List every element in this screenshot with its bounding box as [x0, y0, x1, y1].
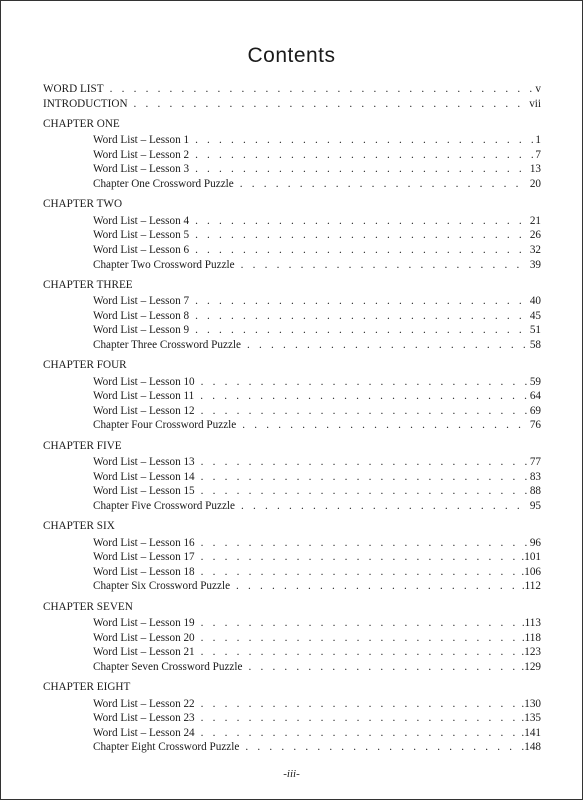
toc-page-number: 21 — [529, 214, 541, 227]
toc-entry-label: Word List – Lesson 18 — [93, 565, 195, 578]
toc-entry[interactable] — [43, 294, 541, 309]
dot-leader — [200, 389, 528, 404]
toc-entry-label: Chapter Five Crossword Puzzle — [93, 499, 235, 512]
toc-entry-label: Word List – Lesson 1 — [93, 134, 190, 147]
chapter-block — [43, 358, 541, 433]
dot-leader — [195, 133, 533, 148]
chapter-heading[interactable]: CHAPTER THREE — [43, 278, 133, 291]
toc-entry-label: Chapter Six Crossword Puzzle — [93, 580, 231, 593]
chapter-heading[interactable]: CHAPTER FOUR — [43, 359, 127, 372]
chapter-block — [43, 197, 541, 272]
toc-entry-label: Word List – Lesson 3 — [93, 163, 190, 176]
toc-entry[interactable] — [43, 536, 541, 551]
dot-leader — [201, 404, 528, 419]
toc-page-number: .101 — [521, 551, 541, 564]
dot-leader — [195, 243, 528, 258]
toc-page-number: 26 — [529, 229, 541, 242]
toc-page-number: 51 — [529, 324, 541, 337]
toc-page-number: 59 — [529, 375, 541, 388]
toc-page-number: .141 — [521, 726, 541, 739]
chapter-heading[interactable]: CHAPTER TWO — [43, 198, 123, 211]
dot-leader — [201, 565, 520, 580]
toc-entry[interactable] — [43, 484, 541, 499]
toc-page-number: 39 — [529, 258, 541, 271]
toc-page-number: 13 — [529, 163, 541, 176]
toc-entry[interactable] — [43, 243, 541, 258]
dot-leader — [201, 455, 528, 470]
toc-entry-label: Chapter Two Crossword Puzzle — [93, 258, 235, 271]
toc-page-number: 64 — [529, 390, 541, 403]
toc-entry-label: Word List – Lesson 12 — [93, 404, 195, 417]
dot-leader — [245, 740, 519, 755]
toc-entry-label: Chapter Four Crossword Puzzle — [93, 419, 237, 432]
dot-leader — [195, 309, 528, 324]
toc-entry[interactable] — [43, 726, 541, 741]
toc-entry-word-list[interactable] — [43, 82, 541, 97]
toc-page-number: v — [535, 83, 541, 95]
toc-page-number: 96 — [529, 536, 541, 549]
chapter-list — [43, 117, 541, 755]
toc-entry-label: Word List – Lesson 23 — [93, 712, 195, 725]
toc-page-number: 32 — [529, 243, 541, 256]
dot-leader — [195, 294, 528, 309]
chapter-heading[interactable]: CHAPTER SEVEN — [43, 600, 133, 613]
toc-page-number: 7 — [535, 148, 541, 161]
dot-leader — [195, 162, 528, 177]
chapter-block — [43, 439, 541, 514]
chapter-heading[interactable]: CHAPTER ONE — [43, 117, 120, 130]
dot-leader — [201, 726, 520, 741]
toc-page-number: 1 — [535, 134, 541, 147]
dot-leader — [201, 697, 520, 712]
toc-entry[interactable] — [43, 660, 541, 675]
chapter-block — [43, 680, 541, 755]
toc-page-number: 20 — [529, 178, 541, 191]
chapter-heading[interactable]: CHAPTER SIX — [43, 520, 115, 533]
chapter-heading[interactable]: CHAPTER FIVE — [43, 439, 122, 452]
toc-entry[interactable] — [43, 579, 541, 594]
dot-leader — [241, 258, 528, 273]
dot-leader — [201, 550, 520, 565]
toc-entry[interactable] — [43, 162, 541, 177]
toc-entry-label: Word List – Lesson 5 — [93, 229, 190, 242]
toc-entry-label: Word List – Lesson 17 — [93, 551, 195, 564]
toc-entry[interactable] — [43, 711, 541, 726]
toc-entry[interactable] — [43, 631, 541, 646]
dot-leader — [242, 418, 528, 433]
dot-leader — [201, 375, 528, 390]
toc-entry-label: Word List – Lesson 13 — [93, 456, 195, 469]
toc-entry-label: Word List – Lesson 22 — [93, 697, 195, 710]
dot-leader — [241, 499, 528, 514]
toc-entry[interactable] — [43, 455, 541, 470]
toc-entry[interactable] — [43, 375, 541, 390]
dot-leader — [195, 148, 533, 163]
toc-entry-label: Word List – Lesson 2 — [93, 148, 190, 161]
toc-entry[interactable] — [43, 338, 541, 353]
page-title: Contents — [247, 44, 336, 67]
toc-entry-label: Chapter Eight Crossword Puzzle — [93, 741, 240, 754]
toc-entry[interactable] — [43, 470, 541, 485]
toc-page-number: vii — [529, 97, 541, 110]
toc-page-number: 45 — [529, 309, 541, 322]
toc-page-number: .135 — [521, 712, 541, 725]
toc-page-number: 40 — [529, 295, 541, 308]
toc-entry[interactable] — [43, 404, 541, 419]
toc-entry[interactable] — [43, 177, 541, 192]
toc-entry[interactable] — [43, 228, 541, 243]
toc-entry[interactable] — [43, 418, 541, 433]
chapter-block — [43, 117, 541, 192]
toc-page-number: 95 — [529, 499, 541, 512]
toc-entry[interactable] — [43, 565, 541, 580]
toc-page-number: .148 — [521, 741, 541, 754]
toc-entry-label: Word List – Lesson 24 — [93, 726, 195, 739]
toc-page-number: .129 — [521, 660, 541, 673]
dot-leader — [201, 645, 520, 660]
toc-entry[interactable] — [43, 645, 541, 660]
toc-page-number: .123 — [521, 646, 541, 659]
dot-leader — [201, 711, 520, 726]
dot-leader — [201, 470, 528, 485]
toc-entry[interactable] — [43, 697, 541, 712]
page-number-footer: -iii- — [283, 768, 300, 780]
toc-entry-label: Word List – Lesson 9 — [93, 324, 190, 337]
toc-entry-label: Word List – Lesson 21 — [93, 646, 195, 659]
toc-entry-label: Word List – Lesson 7 — [93, 295, 190, 308]
chapter-block — [43, 600, 541, 675]
toc-entry-label: Word List – Lesson 11 — [93, 390, 195, 403]
toc-entry[interactable] — [43, 616, 541, 631]
toc-entry-label: Word List – Lesson 20 — [93, 631, 195, 644]
dot-leader — [195, 228, 528, 243]
dot-leader — [201, 536, 528, 551]
dot-leader — [247, 338, 528, 353]
toc-page-number: 76 — [529, 419, 541, 432]
toc-entry[interactable] — [43, 550, 541, 565]
toc-entry[interactable] — [43, 258, 541, 273]
toc-entry-label: Word List – Lesson 10 — [93, 375, 195, 388]
toc-page-number: .113 — [521, 617, 541, 630]
dot-leader — [240, 177, 528, 192]
toc-entry-label: Word List – Lesson 6 — [93, 243, 190, 256]
table-of-contents — [43, 82, 541, 755]
toc-page-number: .130 — [521, 697, 541, 710]
toc-entry[interactable] — [43, 148, 541, 163]
chapter-heading[interactable]: CHAPTER EIGHT — [43, 680, 131, 693]
toc-page-number: 69 — [529, 404, 541, 417]
dot-leader — [201, 616, 520, 631]
toc-entry-label: INTRODUCTION — [43, 97, 128, 110]
dot-leader — [195, 214, 528, 229]
toc-entry-label: Word List – Lesson 19 — [93, 617, 195, 630]
dot-leader — [201, 484, 528, 499]
dot-leader — [248, 660, 519, 675]
toc-entry-label: Word List – Lesson 16 — [93, 536, 195, 549]
toc-page-number: .106 — [521, 565, 541, 578]
toc-entry[interactable] — [43, 389, 541, 404]
toc-entry-label: Word List – Lesson 8 — [93, 309, 190, 322]
dot-leader — [134, 97, 528, 112]
toc-page-number: 83 — [529, 470, 541, 483]
dot-leader — [236, 579, 520, 594]
toc-page-number: 58 — [529, 339, 541, 351]
toc-page-number: .112 — [521, 580, 541, 593]
toc-entry[interactable] — [43, 499, 541, 514]
toc-entry[interactable] — [43, 133, 541, 148]
toc-entry-label: Word List – Lesson 15 — [93, 485, 195, 498]
toc-entry-label: Chapter Seven Crossword Puzzle — [93, 660, 243, 673]
toc-entry-introduction[interactable] — [43, 97, 541, 112]
toc-page-number: 88 — [529, 485, 541, 498]
dot-leader — [110, 82, 534, 97]
dot-leader — [201, 631, 520, 646]
dot-leader — [195, 323, 528, 338]
toc-entry[interactable] — [43, 323, 541, 338]
chapter-block — [43, 278, 541, 353]
toc-entry[interactable] — [43, 740, 541, 755]
toc-page-number: .118 — [521, 631, 541, 644]
toc-entry-label: Word List – Lesson 4 — [93, 214, 190, 227]
toc-entry-label: WORD LIST — [43, 83, 104, 95]
chapter-block — [43, 519, 541, 594]
toc-entry[interactable] — [43, 214, 541, 229]
toc-page-number: 77 — [529, 456, 541, 469]
toc-entry[interactable] — [43, 309, 541, 324]
toc-entry-label: Word List – Lesson 14 — [93, 470, 195, 483]
toc-entry-label: Chapter One Crossword Puzzle — [93, 178, 234, 191]
toc-entry-label: Chapter Three Crossword Puzzle — [93, 339, 241, 351]
